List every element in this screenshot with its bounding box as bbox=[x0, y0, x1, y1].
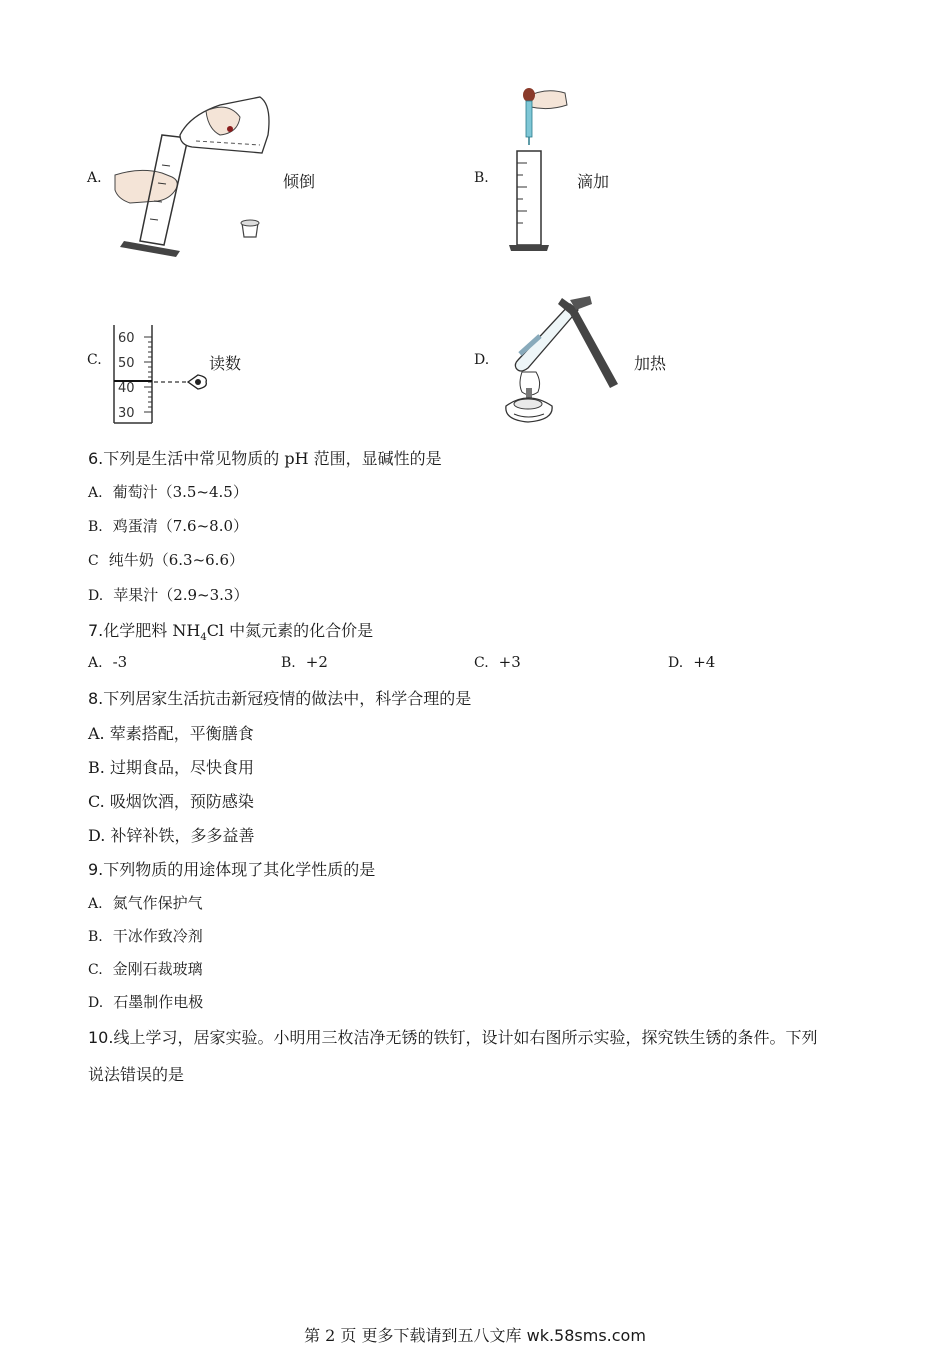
figure-c-reading-image bbox=[108, 325, 218, 425]
question-9-number: 9. bbox=[88, 860, 104, 879]
q7-option-b-text: +2 bbox=[305, 653, 328, 671]
scale-40: 40 bbox=[118, 381, 135, 396]
question-7-text-before: 化学肥料 NH bbox=[103, 621, 201, 640]
q9-option-a-text: 氮气作保护气 bbox=[112, 894, 203, 912]
q9-option-c-label: C. bbox=[88, 962, 103, 978]
question-10-line1: 线上学习，居家实验。小明用三枚洁净无锈的铁钉，设计如右图所示实验，探究铁生锈的条件。下列 bbox=[113, 1028, 818, 1047]
question-7-text-after: Cl 中氮元素的化合价是 bbox=[206, 621, 374, 640]
q7-option-c-text: +3 bbox=[498, 653, 521, 671]
question-9 bbox=[88, 857, 375, 880]
q9-option-d-label: D. bbox=[88, 995, 104, 1011]
q8-option-b-label: B. bbox=[88, 758, 105, 777]
q8-option-d-text: 补锌补铁，多多益善 bbox=[110, 826, 255, 845]
q9-option-a[interactable] bbox=[88, 892, 203, 913]
figure-b-dropper-image bbox=[505, 85, 575, 255]
figure-d-caption: 加热 bbox=[634, 354, 667, 373]
q6-option-d-label: D. bbox=[88, 588, 104, 604]
q8-option-a-text: 荤素搭配，平衡膳食 bbox=[109, 724, 254, 743]
question-8 bbox=[88, 686, 471, 709]
q8-option-d[interactable] bbox=[88, 823, 254, 846]
q6-option-c-label: C bbox=[88, 553, 99, 569]
q7-option-b-label: B. bbox=[281, 655, 296, 671]
question-8-text: 下列居家生活抗击新冠疫情的做法中，科学合理的是 bbox=[103, 689, 472, 708]
q9-option-b[interactable] bbox=[88, 925, 203, 946]
q6-option-a-label: A. bbox=[88, 485, 103, 501]
question-6 bbox=[88, 446, 442, 469]
question-6-text: 下列是生活中常见物质的 pH 范围，显碱性的是 bbox=[103, 449, 442, 468]
q9-option-d[interactable] bbox=[88, 991, 203, 1012]
scale-30: 30 bbox=[118, 406, 135, 421]
figure-a-label: A. bbox=[87, 170, 102, 186]
q6-option-c[interactable] bbox=[88, 549, 244, 570]
q9-option-d-text: 石墨制作电极 bbox=[113, 993, 204, 1011]
question-7-number: 7. bbox=[88, 621, 104, 640]
footer-text: 第 2 页 更多下载请到五八文库 bbox=[304, 1326, 527, 1345]
q8-option-a[interactable] bbox=[88, 721, 254, 744]
q9-option-a-label: A. bbox=[88, 896, 103, 912]
figure-a-pouring-image bbox=[110, 95, 280, 255]
q6-option-a[interactable] bbox=[88, 481, 248, 502]
q7-option-a[interactable] bbox=[88, 653, 127, 671]
q6-option-d-text: 苹果汁（2.9~3.3） bbox=[113, 586, 249, 604]
q6-option-b[interactable] bbox=[88, 515, 248, 536]
question-7 bbox=[88, 618, 373, 643]
q8-option-c-text: 吸烟饮酒，预防感染 bbox=[109, 792, 254, 811]
figure-c-caption: 读数 bbox=[209, 354, 242, 373]
q6-option-a-text: 葡萄汁（3.5~4.5） bbox=[112, 483, 248, 501]
figure-b-label: B. bbox=[474, 170, 489, 186]
q7-option-b[interactable] bbox=[281, 653, 328, 671]
figure-d-heating-image bbox=[500, 292, 630, 427]
footer-site-link[interactable]: wk.58sms.com bbox=[526, 1326, 646, 1345]
q7-option-d[interactable] bbox=[668, 653, 715, 671]
q7-option-a-text: -3 bbox=[112, 653, 128, 671]
figure-a-caption: 倾倒 bbox=[283, 172, 316, 191]
q9-option-b-label: B. bbox=[88, 929, 103, 945]
scale-60: 60 bbox=[118, 331, 135, 346]
scale-50: 50 bbox=[118, 356, 135, 371]
question-7-subscript: 4 bbox=[200, 632, 207, 644]
q9-option-c[interactable] bbox=[88, 958, 203, 979]
q8-option-c[interactable] bbox=[88, 789, 254, 812]
q8-option-a-label: A. bbox=[88, 724, 105, 743]
q6-option-c-text: 纯牛奶（6.3~6.6） bbox=[108, 551, 244, 569]
q7-option-d-text: +4 bbox=[693, 653, 716, 671]
question-10-line2: 说法错误的是 bbox=[88, 1065, 185, 1084]
q7-option-a-label: A. bbox=[88, 655, 103, 671]
figure-c-label: C. bbox=[87, 352, 102, 368]
question-10 bbox=[88, 1025, 817, 1048]
figure-b-caption: 滴加 bbox=[577, 172, 610, 191]
q7-option-c[interactable] bbox=[474, 653, 521, 671]
q8-option-d-label: D. bbox=[88, 826, 106, 845]
figure-d-label: D. bbox=[474, 352, 490, 368]
q8-option-b[interactable] bbox=[88, 755, 254, 778]
q8-option-b-text: 过期食品，尽快食用 bbox=[109, 758, 254, 777]
page-footer bbox=[0, 1323, 950, 1346]
question-10-number: 10. bbox=[88, 1028, 114, 1047]
q6-option-d[interactable] bbox=[88, 584, 248, 605]
q7-option-c-label: C. bbox=[474, 655, 489, 671]
q7-option-d-label: D. bbox=[668, 655, 684, 671]
question-8-number: 8. bbox=[88, 689, 104, 708]
q8-option-c-label: C. bbox=[88, 792, 105, 811]
question-9-text: 下列物质的用途体现了其化学性质的是 bbox=[103, 860, 376, 879]
q9-option-c-text: 金刚石裁玻璃 bbox=[112, 960, 203, 978]
q9-option-b-text: 干冰作致冷剂 bbox=[112, 927, 203, 945]
q6-option-b-label: B. bbox=[88, 519, 103, 535]
question-6-number: 6. bbox=[88, 449, 104, 468]
q6-option-b-text: 鸡蛋清（7.6~8.0） bbox=[112, 517, 249, 535]
